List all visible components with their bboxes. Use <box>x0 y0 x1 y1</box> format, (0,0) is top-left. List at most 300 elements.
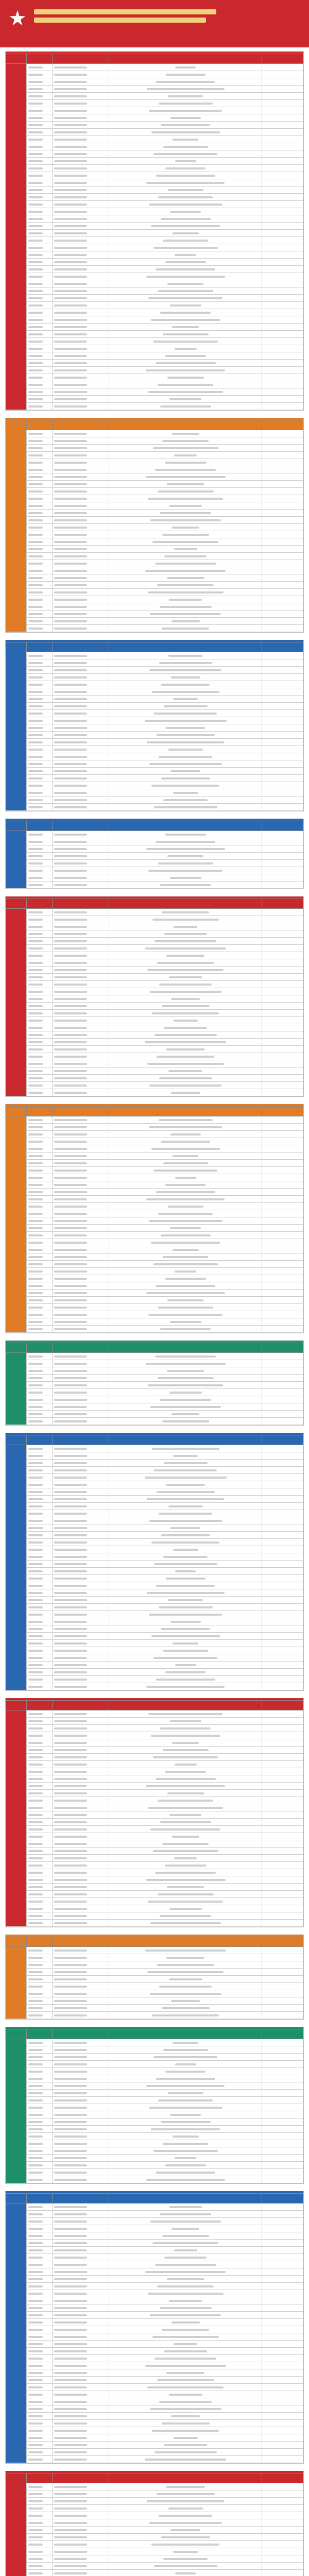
illegible-text-placeholder <box>161 1141 210 1143</box>
table-row <box>6 71 303 78</box>
note-cell <box>262 2204 303 2211</box>
region-cell <box>109 2326 262 2333</box>
illegible-text-placeholder <box>54 570 87 572</box>
note-cell <box>262 1297 303 1304</box>
illegible-text-placeholder <box>157 1056 214 1058</box>
note-cell <box>262 86 303 93</box>
illegible-text-placeholder <box>54 2415 87 2417</box>
note-cell <box>262 1732 303 1739</box>
illegible-text-placeholder <box>28 1256 43 1258</box>
name-cell <box>27 867 53 874</box>
region-cell <box>109 208 262 215</box>
illegible-text-placeholder <box>54 1070 87 1072</box>
table-row <box>6 1618 303 1625</box>
note-cell <box>262 1633 303 1640</box>
note-cell <box>262 331 303 338</box>
phone-cell <box>53 1676 109 1683</box>
name-cell <box>27 1811 53 1819</box>
phone-cell <box>53 1790 109 1797</box>
note-cell <box>262 1232 303 1239</box>
region-cell <box>109 1611 262 1618</box>
illegible-text-placeholder <box>28 1126 43 1128</box>
table-row <box>6 882 303 889</box>
table-row <box>6 2505 303 2512</box>
name-cell <box>27 2140 53 2147</box>
illegible-text-placeholder <box>54 505 87 507</box>
illegible-text-placeholder <box>28 1027 43 1029</box>
illegible-text-placeholder <box>28 527 43 529</box>
note-cell <box>262 1862 303 1869</box>
illegible-text-placeholder <box>28 662 43 664</box>
directory-section <box>5 1433 304 1691</box>
name-cell <box>27 1474 53 1481</box>
illegible-text-placeholder <box>28 454 43 456</box>
phone-cell <box>53 367 109 374</box>
illegible-text-placeholder <box>54 232 87 234</box>
phone-cell <box>53 1411 109 1418</box>
region-cell <box>109 488 262 495</box>
illegible-text-placeholder <box>161 218 211 220</box>
illegible-text-placeholder <box>28 2401 43 2403</box>
illegible-text-placeholder <box>154 1034 217 1036</box>
table-row <box>6 1403 303 1411</box>
illegible-text-placeholder <box>54 1720 87 1722</box>
illegible-text-placeholder <box>169 1908 202 1910</box>
name-cell <box>27 1898 53 1905</box>
name-cell <box>27 1174 53 1181</box>
note-cell <box>262 1452 303 1460</box>
illegible-text-placeholder <box>28 720 43 722</box>
illegible-text-placeholder <box>149 204 222 206</box>
note-cell <box>262 1826 303 1833</box>
illegible-text-placeholder <box>28 2515 43 2517</box>
name-cell <box>27 1884 53 1891</box>
note-cell <box>262 266 303 273</box>
name-cell <box>27 1318 53 1326</box>
table-row <box>6 1575 303 1582</box>
illegible-text-placeholder <box>28 2063 43 2065</box>
name-cell <box>27 1517 53 1524</box>
illegible-text-placeholder <box>28 377 43 379</box>
phone-cell <box>53 1833 109 1840</box>
illegible-text-placeholder <box>54 2257 87 2259</box>
name-cell <box>27 1360 53 1367</box>
note-cell <box>262 1510 303 1517</box>
note-cell <box>262 1561 303 1568</box>
name-cell <box>27 2498 53 2505</box>
illegible-text-placeholder <box>28 1012 43 1014</box>
illegible-text-placeholder <box>54 785 87 787</box>
illegible-text-placeholder <box>160 1915 211 1917</box>
column-header-name <box>27 2029 53 2039</box>
illegible-text-placeholder <box>54 1901 87 1903</box>
illegible-text-placeholder <box>54 2300 87 2302</box>
illegible-text-placeholder <box>164 2350 207 2352</box>
illegible-text-placeholder <box>54 584 87 586</box>
illegible-text-placeholder <box>28 1563 43 1565</box>
table-row <box>6 331 303 338</box>
note-cell <box>262 1210 303 1217</box>
illegible-text-placeholder <box>54 1314 87 1316</box>
table-row <box>6 179 303 187</box>
illegible-text-placeholder <box>175 1664 196 1666</box>
illegible-text-placeholder <box>54 2121 87 2123</box>
name-cell <box>27 1710 53 1718</box>
illegible-text-placeholder <box>54 88 87 90</box>
name-cell <box>27 2534 53 2541</box>
name-cell <box>27 1804 53 1811</box>
note-cell <box>262 64 303 71</box>
illegible-text-placeholder <box>168 1505 203 1507</box>
name-cell <box>27 2218 53 2225</box>
phone-cell <box>53 2290 109 2297</box>
name-cell <box>27 502 53 510</box>
region-cell <box>109 782 262 789</box>
name-cell <box>27 1761 53 1768</box>
table-row <box>6 1116 303 1124</box>
table-row <box>6 114 303 122</box>
illegible-text-placeholder <box>28 770 43 772</box>
note-cell <box>262 959 303 967</box>
note-cell <box>262 2483 303 2490</box>
phone-cell <box>53 403 109 410</box>
illegible-text-placeholder <box>146 848 225 850</box>
illegible-text-placeholder <box>28 398 43 400</box>
phone-cell <box>53 732 109 739</box>
phone-cell <box>53 2240 109 2247</box>
name-cell <box>27 981 53 988</box>
name-cell <box>27 1905 53 1912</box>
illegible-text-placeholder <box>171 2415 200 2417</box>
note-cell <box>262 150 303 158</box>
illegible-text-placeholder <box>28 1850 43 1852</box>
illegible-text-placeholder <box>28 1635 43 1637</box>
illegible-text-placeholder <box>54 2150 87 2152</box>
column-header-phone <box>53 899 109 909</box>
region-cell <box>109 223 262 230</box>
illegible-text-placeholder <box>28 2014 43 2016</box>
phone-cell <box>53 674 109 681</box>
region-cell <box>109 2254 262 2261</box>
region-cell <box>109 1311 262 1318</box>
illegible-text-placeholder <box>153 247 218 249</box>
phone-cell <box>53 916 109 923</box>
name-cell <box>27 2005 53 2012</box>
phone-cell <box>53 201 109 208</box>
illegible-text-placeholder <box>28 2372 43 2374</box>
illegible-text-placeholder <box>28 1520 43 1522</box>
region-cell <box>109 1445 262 1452</box>
region-cell <box>109 1718 262 1725</box>
note-cell <box>262 2420 303 2427</box>
table-row <box>6 136 303 143</box>
illegible-text-placeholder <box>28 1448 43 1450</box>
note-cell <box>262 2434 303 2442</box>
region-cell <box>109 1862 262 1869</box>
illegible-text-placeholder <box>54 1879 87 1881</box>
name-cell <box>27 567 53 574</box>
phone-cell <box>53 1024 109 1031</box>
illegible-text-placeholder <box>28 947 43 950</box>
illegible-text-placeholder <box>28 998 43 1000</box>
table-row <box>6 760 303 768</box>
table-row <box>6 78 303 86</box>
region-cell <box>109 2304 262 2312</box>
illegible-text-placeholder <box>171 2000 200 2002</box>
name-cell <box>27 2046 53 2054</box>
phone-cell <box>53 1891 109 1898</box>
illegible-text-placeholder <box>54 498 87 500</box>
table-row <box>6 1445 303 1452</box>
illegible-text-placeholder <box>151 225 220 227</box>
illegible-text-placeholder <box>146 1292 225 1294</box>
phone-cell <box>53 1561 109 1568</box>
table-row <box>6 916 303 923</box>
name-cell <box>27 2341 53 2348</box>
region-cell <box>109 1268 262 1275</box>
column-header-note <box>262 1701 303 1710</box>
table-row <box>6 1524 303 1532</box>
note-cell <box>262 1181 303 1189</box>
note-cell <box>262 1891 303 1898</box>
illegible-text-placeholder <box>160 2307 212 2309</box>
name-cell <box>27 1367 53 1375</box>
table-row <box>6 437 303 445</box>
table-row <box>6 659 303 667</box>
note-cell <box>262 1460 303 1467</box>
illegible-text-placeholder <box>28 2350 43 2352</box>
name-cell <box>27 1196 53 1203</box>
illegible-text-placeholder <box>161 2536 210 2538</box>
illegible-text-placeholder <box>155 563 216 565</box>
illegible-text-placeholder <box>28 1778 43 1780</box>
illegible-text-placeholder <box>28 741 43 743</box>
table-row <box>6 923 303 930</box>
region-cell <box>109 273 262 280</box>
illegible-text-placeholder <box>28 1650 43 1652</box>
section-table <box>6 1937 303 2019</box>
note-cell <box>262 488 303 495</box>
illegible-text-placeholder <box>170 770 200 772</box>
illegible-text-placeholder <box>158 490 214 493</box>
illegible-text-placeholder <box>54 1256 87 1258</box>
illegible-text-placeholder <box>28 391 43 393</box>
region-cell <box>109 1725 262 1732</box>
note-cell <box>262 2155 303 2162</box>
illegible-text-placeholder <box>54 1041 87 1043</box>
illegible-text-placeholder <box>54 2007 87 2009</box>
illegible-text-placeholder <box>169 599 202 601</box>
illegible-text-placeholder <box>28 2437 43 2439</box>
illegible-text-placeholder <box>54 2350 87 2352</box>
phone-cell <box>53 1046 109 1053</box>
illegible-text-placeholder <box>28 2164 43 2166</box>
phone-cell <box>53 1153 109 1160</box>
illegible-text-placeholder <box>54 1915 87 1917</box>
phone-cell <box>53 1268 109 1275</box>
region-cell <box>109 1304 262 1311</box>
name-cell <box>27 1075 53 1082</box>
illegible-text-placeholder <box>170 1133 201 1136</box>
table-row <box>6 995 303 1003</box>
phone-cell <box>53 1954 109 1961</box>
illegible-text-placeholder <box>28 74 43 76</box>
table-row <box>6 1131 303 1138</box>
phone-cell <box>53 136 109 143</box>
note-cell <box>262 2505 303 2512</box>
illegible-text-placeholder <box>165 2164 206 2166</box>
table-row <box>6 952 303 959</box>
illegible-text-placeholder <box>28 1328 43 1330</box>
table-row <box>6 1053 303 1060</box>
illegible-text-placeholder <box>54 276 87 278</box>
phone-cell <box>53 345 109 352</box>
table-row <box>6 1167 303 1174</box>
illegible-text-placeholder <box>171 527 199 529</box>
name-cell <box>27 2176 53 2183</box>
phone-cell <box>53 2176 109 2183</box>
illegible-text-placeholder <box>148 1901 223 1903</box>
illegible-text-placeholder <box>28 469 43 471</box>
table-row <box>6 2133 303 2140</box>
region-cell <box>109 1710 262 1718</box>
note-cell <box>262 452 303 459</box>
table-row <box>6 2211 303 2218</box>
note-cell <box>262 287 303 295</box>
section-table <box>6 899 303 1096</box>
table-row <box>6 295 303 302</box>
phone-cell <box>53 1568 109 1575</box>
illegible-text-placeholder <box>54 1843 87 1845</box>
name-cell <box>27 273 53 280</box>
note-cell <box>262 1669 303 1676</box>
illegible-text-placeholder <box>54 577 87 579</box>
illegible-text-placeholder <box>54 469 87 471</box>
region-cell <box>109 1669 262 1676</box>
phone-cell <box>53 488 109 495</box>
illegible-text-placeholder <box>147 1592 225 1594</box>
illegible-text-placeholder <box>159 2401 212 2403</box>
phone-cell <box>53 2420 109 2427</box>
table-row <box>6 696 303 703</box>
table-row <box>6 2176 303 2183</box>
table-row <box>6 510 303 517</box>
illegible-text-placeholder <box>163 2143 208 2145</box>
region-cell <box>109 938 262 945</box>
region-cell <box>109 1367 262 1375</box>
illegible-text-placeholder <box>28 225 43 227</box>
table-row <box>6 2355 303 2362</box>
illegible-text-placeholder <box>28 1886 43 1888</box>
note-cell <box>262 2046 303 2054</box>
phone-cell <box>53 215 109 223</box>
phone-cell <box>53 223 109 230</box>
note-cell <box>262 316 303 324</box>
phone-cell <box>53 510 109 517</box>
illegible-text-placeholder <box>28 182 43 184</box>
illegible-text-placeholder <box>54 1814 87 1816</box>
illegible-text-placeholder <box>28 955 43 957</box>
note-cell <box>262 1790 303 1797</box>
illegible-text-placeholder <box>28 1549 43 1551</box>
illegible-text-placeholder <box>159 756 212 758</box>
note-cell <box>262 923 303 930</box>
illegible-text-placeholder <box>28 2271 43 2273</box>
name-cell <box>27 2155 53 2162</box>
region-cell <box>109 553 262 560</box>
table-row <box>6 1474 303 1481</box>
region-cell <box>109 1732 262 1739</box>
phone-cell <box>53 739 109 746</box>
phone-cell <box>53 1131 109 1138</box>
directory-section <box>5 1104 304 1333</box>
phone-cell <box>53 874 109 882</box>
phone-cell <box>53 1360 109 1367</box>
region-cell <box>109 1261 262 1268</box>
table-row <box>6 589 303 596</box>
illegible-text-placeholder <box>170 877 201 879</box>
region-cell <box>109 1452 262 1460</box>
phone-cell <box>53 1524 109 1532</box>
name-cell <box>27 1532 53 1539</box>
illegible-text-placeholder <box>54 1541 87 1544</box>
illegible-text-placeholder <box>28 1177 43 1179</box>
illegible-text-placeholder <box>166 1578 205 1580</box>
illegible-text-placeholder <box>28 991 43 993</box>
table-row <box>6 782 303 789</box>
phone-cell <box>53 2218 109 2225</box>
illegible-text-placeholder <box>153 2150 218 2152</box>
region-cell <box>109 2169 262 2176</box>
name-cell <box>27 1089 53 1096</box>
region-cell <box>109 2456 262 2463</box>
illegible-text-placeholder <box>54 1220 87 1222</box>
column-header-phone <box>53 1937 109 1947</box>
column-header-name <box>27 2194 53 2204</box>
illegible-text-placeholder <box>54 433 87 435</box>
phone-cell <box>53 1503 109 1510</box>
illegible-text-placeholder <box>54 2515 87 2517</box>
name-cell <box>27 2254 53 2261</box>
region-cell <box>109 717 262 724</box>
table-row <box>6 2341 303 2348</box>
phone-cell <box>53 1275 109 1282</box>
illegible-text-placeholder <box>54 2343 87 2345</box>
region-cell <box>109 732 262 739</box>
name-cell <box>27 2133 53 2140</box>
illegible-text-placeholder <box>28 1034 43 1036</box>
phone-cell <box>53 1618 109 1625</box>
phone-cell <box>53 230 109 237</box>
name-cell <box>27 1452 53 1460</box>
region-cell <box>109 1947 262 1954</box>
note-cell <box>262 502 303 510</box>
region-cell <box>109 804 262 811</box>
table-row <box>6 724 303 732</box>
region-cell <box>109 2204 262 2211</box>
phone-cell <box>53 2341 109 2348</box>
note-cell <box>262 1575 303 1582</box>
name-cell <box>27 1553 53 1561</box>
note-cell <box>262 1039 303 1046</box>
name-cell <box>27 1488 53 1496</box>
note-cell <box>262 1797 303 1804</box>
illegible-text-placeholder <box>54 1650 87 1652</box>
region-cell <box>109 93 262 100</box>
illegible-text-placeholder <box>148 297 222 299</box>
phone-cell <box>53 1403 109 1411</box>
table-row <box>6 2268 303 2276</box>
